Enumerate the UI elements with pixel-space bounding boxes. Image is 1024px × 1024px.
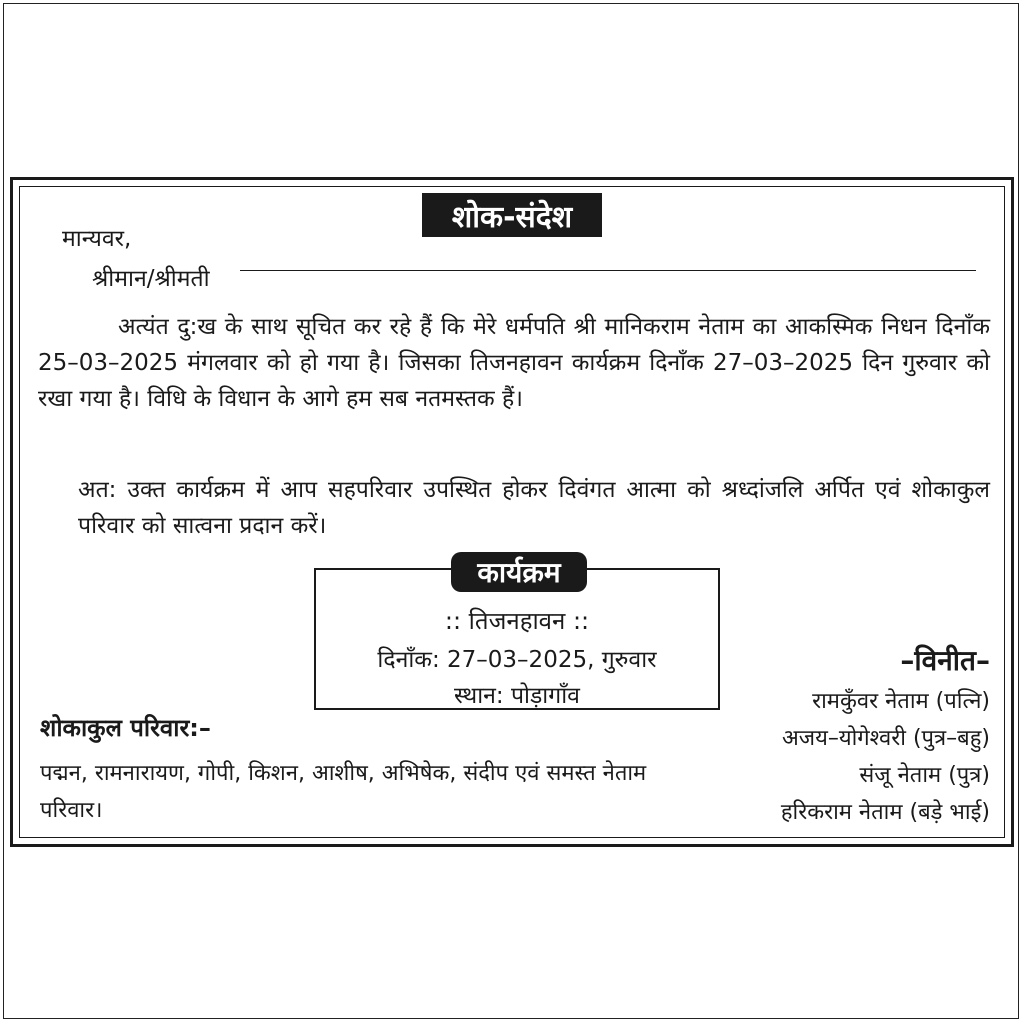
notice-paragraph-2: अत: उक्त कार्यक्रम में आप सहपरिवार उपस्थित होकर दिवंगत आत्मा को श्रध्दांजलि अर्पित एवं शोकाकुल परिवार को सात्वना प्रदान करें। (78, 477, 990, 539)
signatory-name: हरिकराम नेताम (बड़े भाई) (780, 800, 990, 825)
program-venue: स्थान: पोड़ागाँव (454, 683, 580, 709)
notice-paragraph-1: अत्यंत दु:ख के साथ सूचित कर रहे हैं कि मेरे धर्मपति श्री मानिकराम नेताम का आकस्मिक निधन दिनाँक 25–03–2025 मंगलवार को हो गया है। जिसका तिजनहावन कार्यक्रम दिनाँक 27–03–2025 दिन गुरुवार को रखा गया है। विधि के विधान के आगे हम सब नतमस्तक हैं। (38, 314, 990, 412)
program-date: दिनाँक: 27–03–2025, गुरुवार (377, 647, 657, 673)
signatories-heading: –विनीत– (900, 644, 990, 677)
recipient-label: श्रीमान/श्रीमती (92, 266, 210, 292)
signatory-name: संजू नेताम (पुत्र) (859, 763, 990, 788)
signatory-name: रामकुँवर नेताम (पत्नि) (812, 689, 990, 714)
program-label: कार्यक्रम (451, 552, 587, 592)
notice-title: शोक-संदेश (422, 193, 602, 237)
program-event: :: तिजनहावन :: (444, 607, 590, 635)
recipient-blank-line (240, 270, 976, 271)
family-heading: शोकाकुल परिवार:– (40, 714, 211, 742)
signatory-name: अजय–योगेश्वरी (पुत्र–बहु) (781, 726, 990, 751)
family-members: पद्मन, रामनारायण, गोपी, किशन, आशीष, अभिषेक, संदीप एवं समस्त नेताम परिवार। (40, 761, 647, 823)
salutation: मान्यवर, (62, 226, 132, 252)
